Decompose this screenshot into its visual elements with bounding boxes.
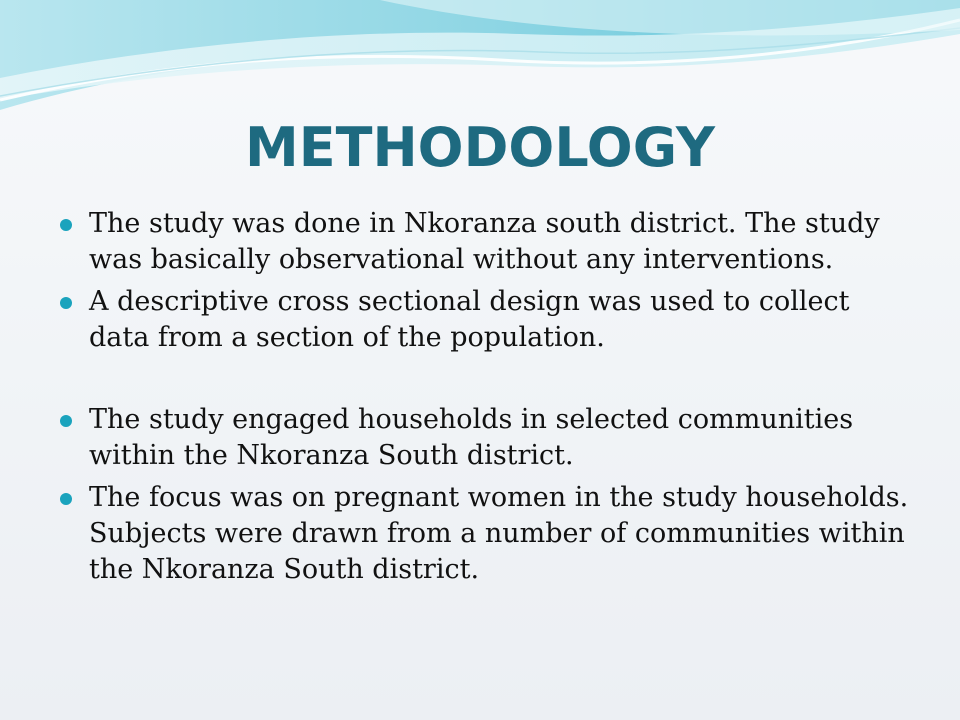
bullet-marker-icon <box>60 493 72 505</box>
bullet-marker-icon <box>60 297 72 309</box>
bullet-item <box>56 284 916 356</box>
slide-title: METHODOLOGY <box>245 116 715 179</box>
bullet-item <box>56 402 916 474</box>
bullet-item <box>56 206 916 278</box>
bullet-marker-icon <box>60 219 72 231</box>
decorative-wave <box>0 0 960 120</box>
bullet-text: The study engaged households in selected communities within the Nkoranza South district. <box>89 404 854 471</box>
bullet-text: A descriptive cross sectional design was used to collect data from a section of the population. <box>89 286 850 353</box>
bullet-marker-icon <box>60 415 72 427</box>
bullet-text: The study was done in Nkoranza south district. The study was basically observational without any interventions. <box>89 208 880 275</box>
bullet-list <box>56 206 916 594</box>
bullet-text: The focus was on pregnant women in the study households. Subjects were drawn from a number of communities within the Nkoranza South district. <box>89 482 909 585</box>
bullet-item <box>56 480 916 588</box>
